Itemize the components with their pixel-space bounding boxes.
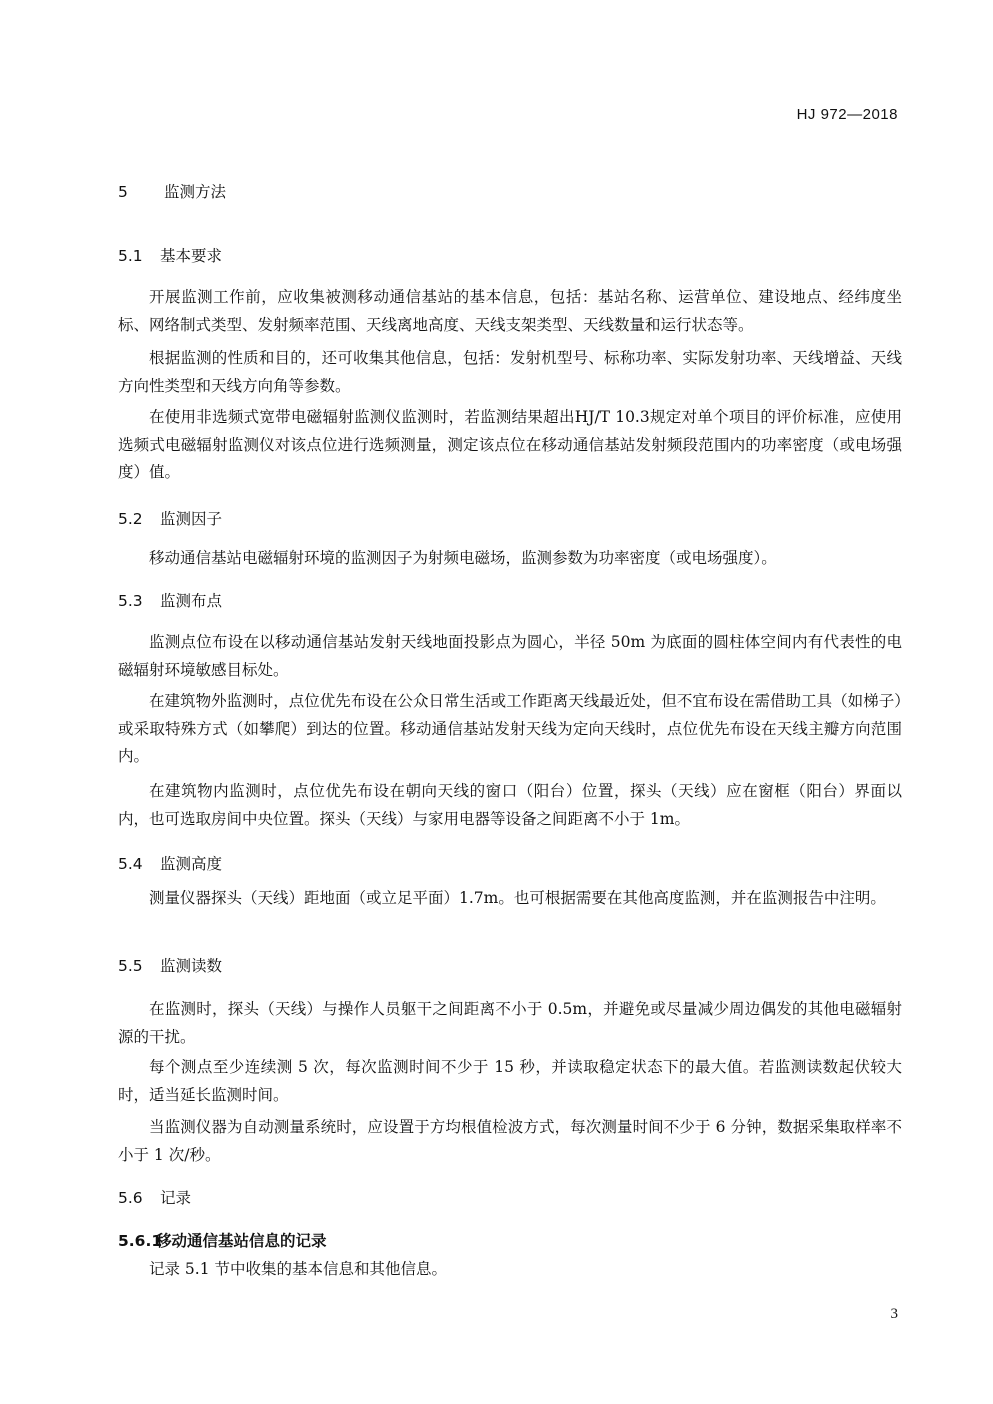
section-title: 监测高度 — [160, 855, 223, 873]
standard-code: HJ 972—2018 — [796, 106, 898, 123]
paragraph: 当监测仪器为自动测量系统时，应设置于方均根值检波方式，每次测量时间不少于 6 分钟，数据采集取样率不小于 1 次/秒。 — [118, 1118, 902, 1164]
section-5-6-1-heading — [118, 1229, 327, 1251]
section-number: 5.6.1 — [118, 1232, 163, 1250]
page-number: 3 — [890, 1306, 898, 1322]
paragraph: 开展监测工作前，应收集被测移动通信基站的基本信息，包括：基站名称、运营单位、建设地点、经纬度坐标、网络制式类型、发射频率范围、天线离地高度、天线支架类型、天线数量和运行状态等。 — [118, 288, 902, 334]
paragraph: 在建筑物外监测时，点位优先布设在公众日常生活或工作距离天线最近处，但不宜布设在需借助工具（如梯子）或采取特殊方式（如攀爬）到达的位置。移动通信基站发射天线为定向天线时，点位优先布设在天线主瓣方向范围内。 — [118, 692, 902, 765]
paragraph: 在使用非选频式宽带电磁辐射监测仪监测时，若监测结果超出HJ/T 10.3规定对单个项目的评价标准，应使用选频式电磁辐射监测仪对该点位进行选频测量，测定该点位在移动通信基站发射频段范围内的功率密度（或电场强度）值。 — [118, 408, 902, 481]
section-title: 基本要求 — [160, 247, 223, 265]
paragraph: 根据监测的性质和目的，还可收集其他信息，包括：发射机型号、标称功率、实际发射功率、天线增益、天线方向性类型和天线方向角等参数。 — [118, 349, 902, 395]
section-title: 记录 — [160, 1189, 192, 1207]
section-5-2-heading — [118, 507, 222, 529]
paragraph: 移动通信基站电磁辐射环境的监测因子为射频电磁场，监测参数为功率密度（或电场强度）。 — [149, 549, 777, 567]
section-number: 5.4 — [118, 855, 143, 873]
paragraph: 在建筑物内监测时，点位优先布设在朝向天线的窗口（阳台）位置，探头（天线）应在窗框（阳台）界面以内，也可选取房间中央位置。探头（天线）与家用电器等设备之间距离不小于 1m。 — [118, 782, 902, 828]
section-number: 5.3 — [118, 592, 143, 610]
section-title: 监测方法 — [164, 183, 227, 201]
section-5-4-heading — [118, 852, 222, 874]
section-5-heading — [118, 180, 226, 202]
section-title: 监测读数 — [160, 957, 223, 975]
paragraph: 监测点位布设在以移动通信基站发射天线地面投影点为圆心，半径 50m 为底面的圆柱体空间内有代表性的电磁辐射环境敏感目标处。 — [118, 633, 902, 679]
section-5-3-heading — [118, 589, 222, 611]
section-5-5-heading — [118, 954, 222, 976]
section-number: 5.2 — [118, 510, 143, 528]
section-number: 5.6 — [118, 1189, 143, 1207]
section-title: 监测因子 — [160, 510, 223, 528]
section-5-6-heading — [118, 1186, 191, 1208]
paragraph: 在监测时，探头（天线）与操作人员躯干之间距离不小于 0.5m，并避免或尽量减少周边偶发的其他电磁辐射源的干扰。 — [118, 1000, 902, 1046]
section-number: 5 — [118, 183, 128, 201]
paragraph: 每个测点至少连续测 5 次，每次监测时间不少于 15 秒，并读取稳定状态下的最大值。若监测读数起伏较大时，适当延长监测时间。 — [118, 1058, 902, 1104]
section-title: 移动通信基站信息的记录 — [156, 1232, 327, 1250]
section-number: 5.5 — [118, 957, 143, 975]
paragraph: 测量仪器探头（天线）距地面（或立足平面）1.7m。也可根据需要在其他高度监测，并在监测报告中注明。 — [149, 889, 886, 907]
section-number: 5.1 — [118, 247, 143, 265]
section-5-1-heading — [118, 244, 222, 266]
paragraph: 记录 5.1 节中收集的基本信息和其他信息。 — [149, 1260, 448, 1278]
section-title: 监测布点 — [160, 592, 223, 610]
